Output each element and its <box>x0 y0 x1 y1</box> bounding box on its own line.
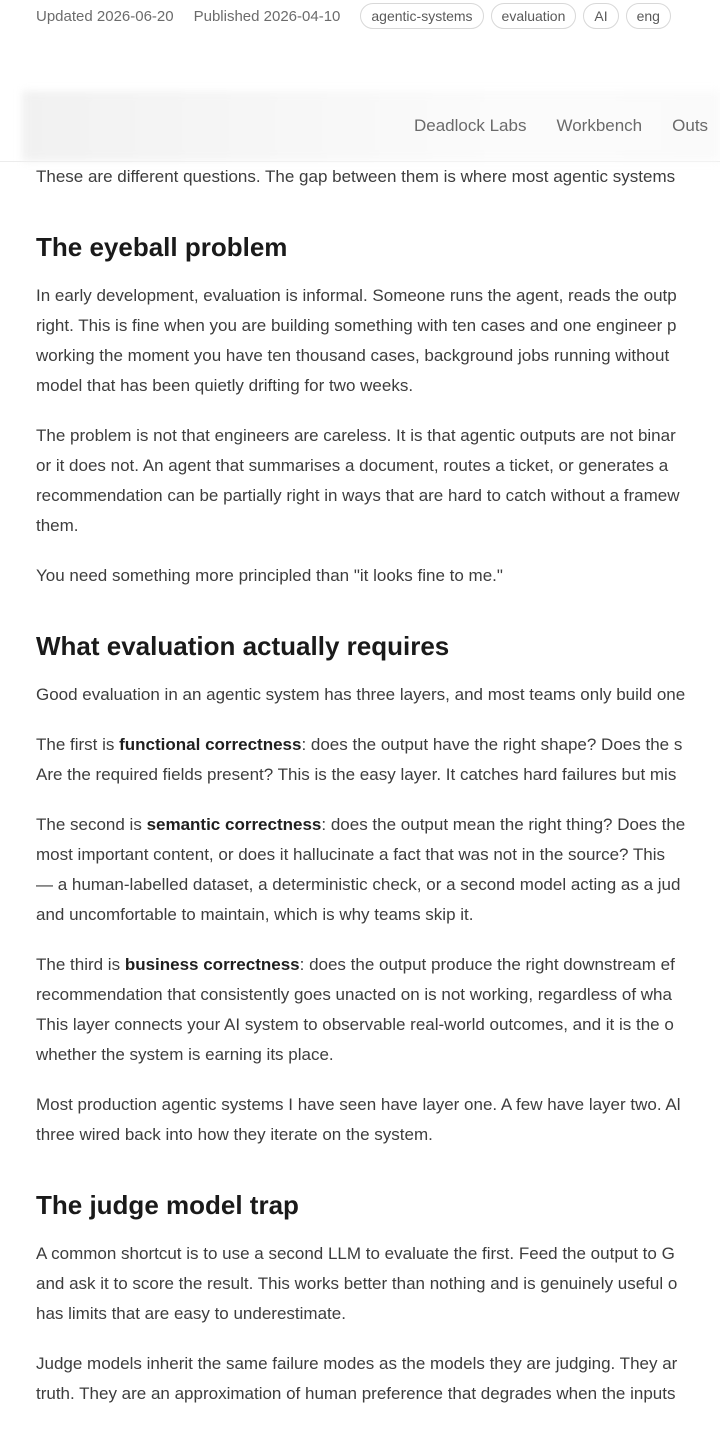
section-heading-judge-model-trap: The judge model trap <box>36 1190 299 1220</box>
paragraph: The problem is not that engineers are careless. It is that agentic outputs are not binar or it does not. An agent that summarises a document, routes a ticket, or generates a recommendation can be partially right in ways that are hard to catch without a framew them. <box>36 426 680 535</box>
term-semantic-correctness: semantic correctness <box>146 815 322 834</box>
tag-eng[interactable]: eng <box>626 3 671 29</box>
section-heading-what-evaluation-requires: What evaluation actually requires <box>36 631 450 661</box>
nav-link-outs[interactable]: Outs <box>672 116 709 135</box>
updated-date: Updated 2026-06-20 <box>36 7 174 25</box>
paragraph: A common shortcut is to use a second LLM to evaluate the first. Feed the output to G and ask it to score the result. This works better than nothing and is genuinely useful o has limits that are easy to underestimate. <box>36 1244 678 1323</box>
published-date: Published 2026-04-10 <box>193 7 341 25</box>
paragraph: You need something more principled than "it looks fine to me." <box>36 566 503 585</box>
post-meta <box>36 3 678 29</box>
section-heading-eyeball-problem: The eyeball problem <box>36 232 288 262</box>
nav-links <box>414 91 720 161</box>
tag-ai[interactable]: AI <box>583 3 618 29</box>
intro-paragraph: These are different questions. The gap between them is where most agentic systems <box>36 167 676 186</box>
paragraph-layer-three: The third is business correctness: does the output produce the right downstream ef recommendation that consistently goes unacted on is not working, regardless of wha This layer connects your AI system to observable real-world outcomes, and it is the o whether the system is earning its place. <box>36 955 675 1064</box>
nav-link-workbench[interactable]: Workbench <box>556 116 643 135</box>
paragraph: Good evaluation in an agentic system has three layers, and most teams only build one <box>36 685 686 704</box>
nav-link-deadlock-labs[interactable]: Deadlock Labs <box>414 116 527 135</box>
paragraph: Judge models inherit the same failure modes as the models they are judging. They ar truth. They are an approximation of human preference that degrades when the inputs <box>36 1354 678 1403</box>
paragraph-layer-one: The first is functional correctness: does the output have the right shape? Does the s Are the required fields present? This is the easy layer. It catches hard failures but mis <box>36 735 683 784</box>
tag-agentic-systems[interactable]: agentic-systems <box>360 3 483 29</box>
paragraph-layer-two: The second is semantic correctness: does the output mean the right thing? Does the most important content, or does it hallucinate a fact that was not in the source? This — a human-labelled dataset, a deterministic check, or a second model acting as a jud and uncomfortable to maintain, which is why teams skip it. <box>36 815 686 924</box>
term-functional-correctness: functional correctness <box>119 735 302 754</box>
paragraph: Most production agentic systems I have seen have layer one. A few have layer two. Al three wired back into how they iterate on the system. <box>36 1095 681 1144</box>
article-body <box>36 162 720 1429</box>
term-business-correctness: business correctness <box>124 955 300 974</box>
paragraph: In early development, evaluation is informal. Someone runs the agent, reads the outp right. This is fine when you are building something with ten cases and one engineer p working the moment you have ten thousand cases, background jobs running without model that has been quietly drifting for two weeks. <box>36 286 677 395</box>
tag-evaluation[interactable]: evaluation <box>491 3 577 29</box>
nav-bar <box>0 91 720 162</box>
